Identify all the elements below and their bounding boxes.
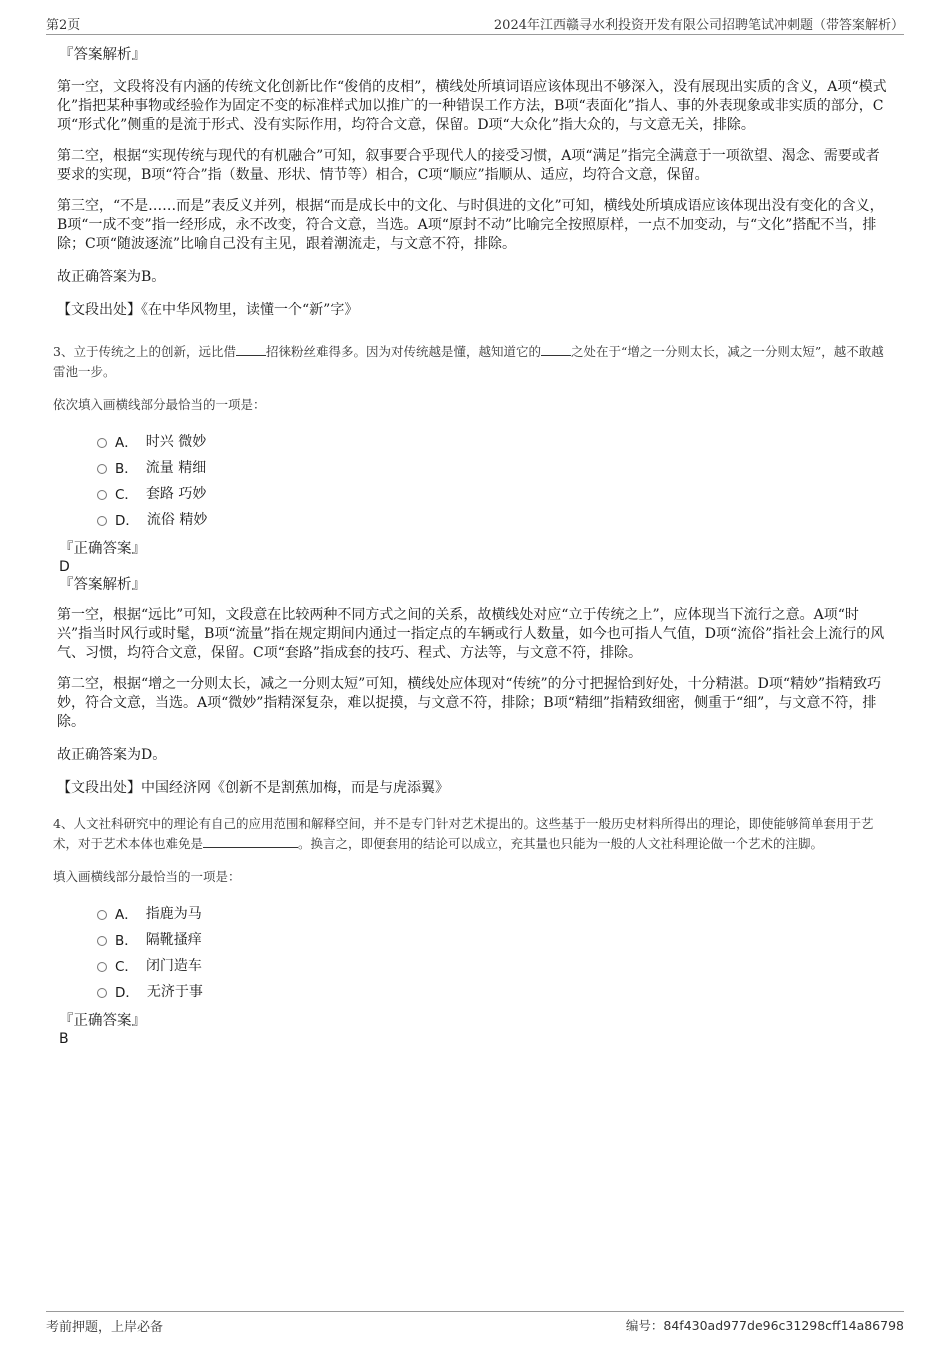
q3-instruction: 依次填入画横线部分最恰当的一项是： xyxy=(53,397,266,412)
radio-icon[interactable] xyxy=(97,988,107,998)
q4-answer: B xyxy=(59,1031,69,1047)
page-header xyxy=(46,12,904,35)
q2-conclusion: 故正确答案为B。 xyxy=(57,269,166,285)
q3-blank-2 xyxy=(541,343,571,356)
q3-question: 3、立于传统之上的创新，远比借 招徕粉丝难得多。因为对传统越是懂，越知道它的 之处在于“增之一分则太长，减之一分则太短”，越不敢越雷池一步。 xyxy=(53,344,884,379)
document-code: 编号：84f430ad977de96c31298cff14a86798 xyxy=(625,1318,904,1333)
q4-instruction: 填入画横线部分最恰当的一项是： xyxy=(53,869,241,884)
q3-blank-1 xyxy=(236,343,266,356)
document-title: 2024年江西赣寻水利投资开发有限公司招聘笔试冲刺题（带答案解析） xyxy=(493,18,904,33)
page-number: 第2页 xyxy=(46,18,81,33)
q3-source: 【文段出处】中国经济网《创新不是割蕉加梅，而是与虎添翼》 xyxy=(57,780,449,796)
radio-icon[interactable] xyxy=(97,490,107,500)
q3-option-d[interactable]: D． 流俗 精妙 xyxy=(97,506,887,532)
q4-option-d[interactable]: D． 无济于事 xyxy=(97,978,887,1004)
q3-analysis-p2: 第二空，根据“增之一分则太长，减之一分则太短”可知，横线处应体现对“传统”的分寸把握恰到好处，十分精湛。D项“精妙”指精致巧妙，符合文意，当选。A项“微妙”指精深复杂，难以捉摸，与文意不符，排除；B项“精细”指精致细密，侧重于“细”，与文意不符，排除。 xyxy=(57,676,882,730)
q2-analysis-p3: 第三空，“不是……而是”表反义并列，根据“而是成长中的文化、与时俱进的文化”可知，横线处所填成语应该体现出没有变化的含义，B项“一成不变”指一经形成，永不改变，符合文意，当选。A项“原封不动”比喻完全按照原样，一点不加变动，与“文化”搭配不当，排除；C项“随波逐流”比喻自己没有主见，跟着潮流走，与文意不符，排除。 xyxy=(57,198,884,252)
q4-question: 4、人文社科研究中的理论有自己的应用范围和解释空间，并不是专门针对艺术提出的。这些基于一般历史材料所得出的理论，即使能够简单套用于艺术，对于艺术本体也难免是 。换言之，即便套用的结论可以成立，充其量也只能为一般的人文社科理论做一个艺术的注脚。 xyxy=(53,816,874,851)
q2-analysis-label: 『答案解析』 xyxy=(59,47,146,63)
q3-option-c[interactable]: C． 套路 巧妙 xyxy=(97,480,887,506)
radio-icon[interactable] xyxy=(97,936,107,946)
q4-options xyxy=(97,900,887,1004)
q3-options xyxy=(97,428,887,532)
radio-icon[interactable] xyxy=(97,438,107,448)
footer-slogan: 考前押题，上岸必备 xyxy=(46,1320,164,1335)
q3-analysis-label: 『答案解析』 xyxy=(59,577,146,593)
q2-analysis-p2: 第二空，根据“实现传统与现代的有机融合”可知，叙事要合乎现代人的接受习惯，A项“满足”指完全满意于一项欲望、渴念、需要或者要求的实现，B项“符合”指（数量、形状、情节等）相合，C项“顺应”指顺从、适应，均符合文意，保留。 xyxy=(57,148,880,183)
q2-analysis-p1: 第一空，文段将没有内涵的传统文化创新比作“俊俏的皮相”，横线处所填词语应该体现出不够深入，没有展现出实质的含义，A项“模式化”指把某种事物或经验作为固定不变的标准样式加以推广的一种错误工作方法，B项“表面化”指人、事的外表现象或非实质的部分，C项“形式化”侧重的是流于形式、没有实际作用，均符合文意，保留。D项“大众化”指大众的，与文意无关，排除。 xyxy=(57,79,887,133)
q3-option-b[interactable]: B． 流量 精细 xyxy=(97,454,887,480)
q4-option-b[interactable]: B． 隔靴搔痒 xyxy=(97,926,887,952)
q3-answer-label: 『正确答案』 xyxy=(59,541,146,557)
q3-conclusion: 故正确答案为D。 xyxy=(57,747,167,763)
q3-option-a[interactable]: A． 时兴 微妙 xyxy=(97,428,887,454)
q4-option-a[interactable]: A． 指鹿为马 xyxy=(97,900,887,926)
q2-source: 【文段出处】《在中华风物里，读懂一个“新”字》 xyxy=(57,302,359,318)
q4-answer-label: 『正确答案』 xyxy=(59,1013,146,1029)
page-footer xyxy=(46,1311,904,1336)
radio-icon[interactable] xyxy=(97,962,107,972)
radio-icon[interactable] xyxy=(97,464,107,474)
radio-icon[interactable] xyxy=(97,910,107,920)
q3-answer: D xyxy=(59,559,70,575)
q4-blank xyxy=(203,835,298,848)
q3-analysis-p1: 第一空，根据“远比”可知，文段意在比较两种不同方式之间的关系，故横线处对应“立于传统之上”，应体现当下流行之意。A项“时兴”指当时风行或时髦，B项“流量”指在规定期间内通过一指定点的车辆或行人数量，如今也可指人气值，D项“流俗”指社会上流行的风气、习惯，均符合文意，保留。C项“套路”指成套的技巧、程式、方法等，与文意不符，排除。 xyxy=(57,607,885,661)
radio-icon[interactable] xyxy=(97,516,107,526)
q4-option-c[interactable]: C． 闭门造车 xyxy=(97,952,887,978)
main-content xyxy=(53,46,887,1048)
